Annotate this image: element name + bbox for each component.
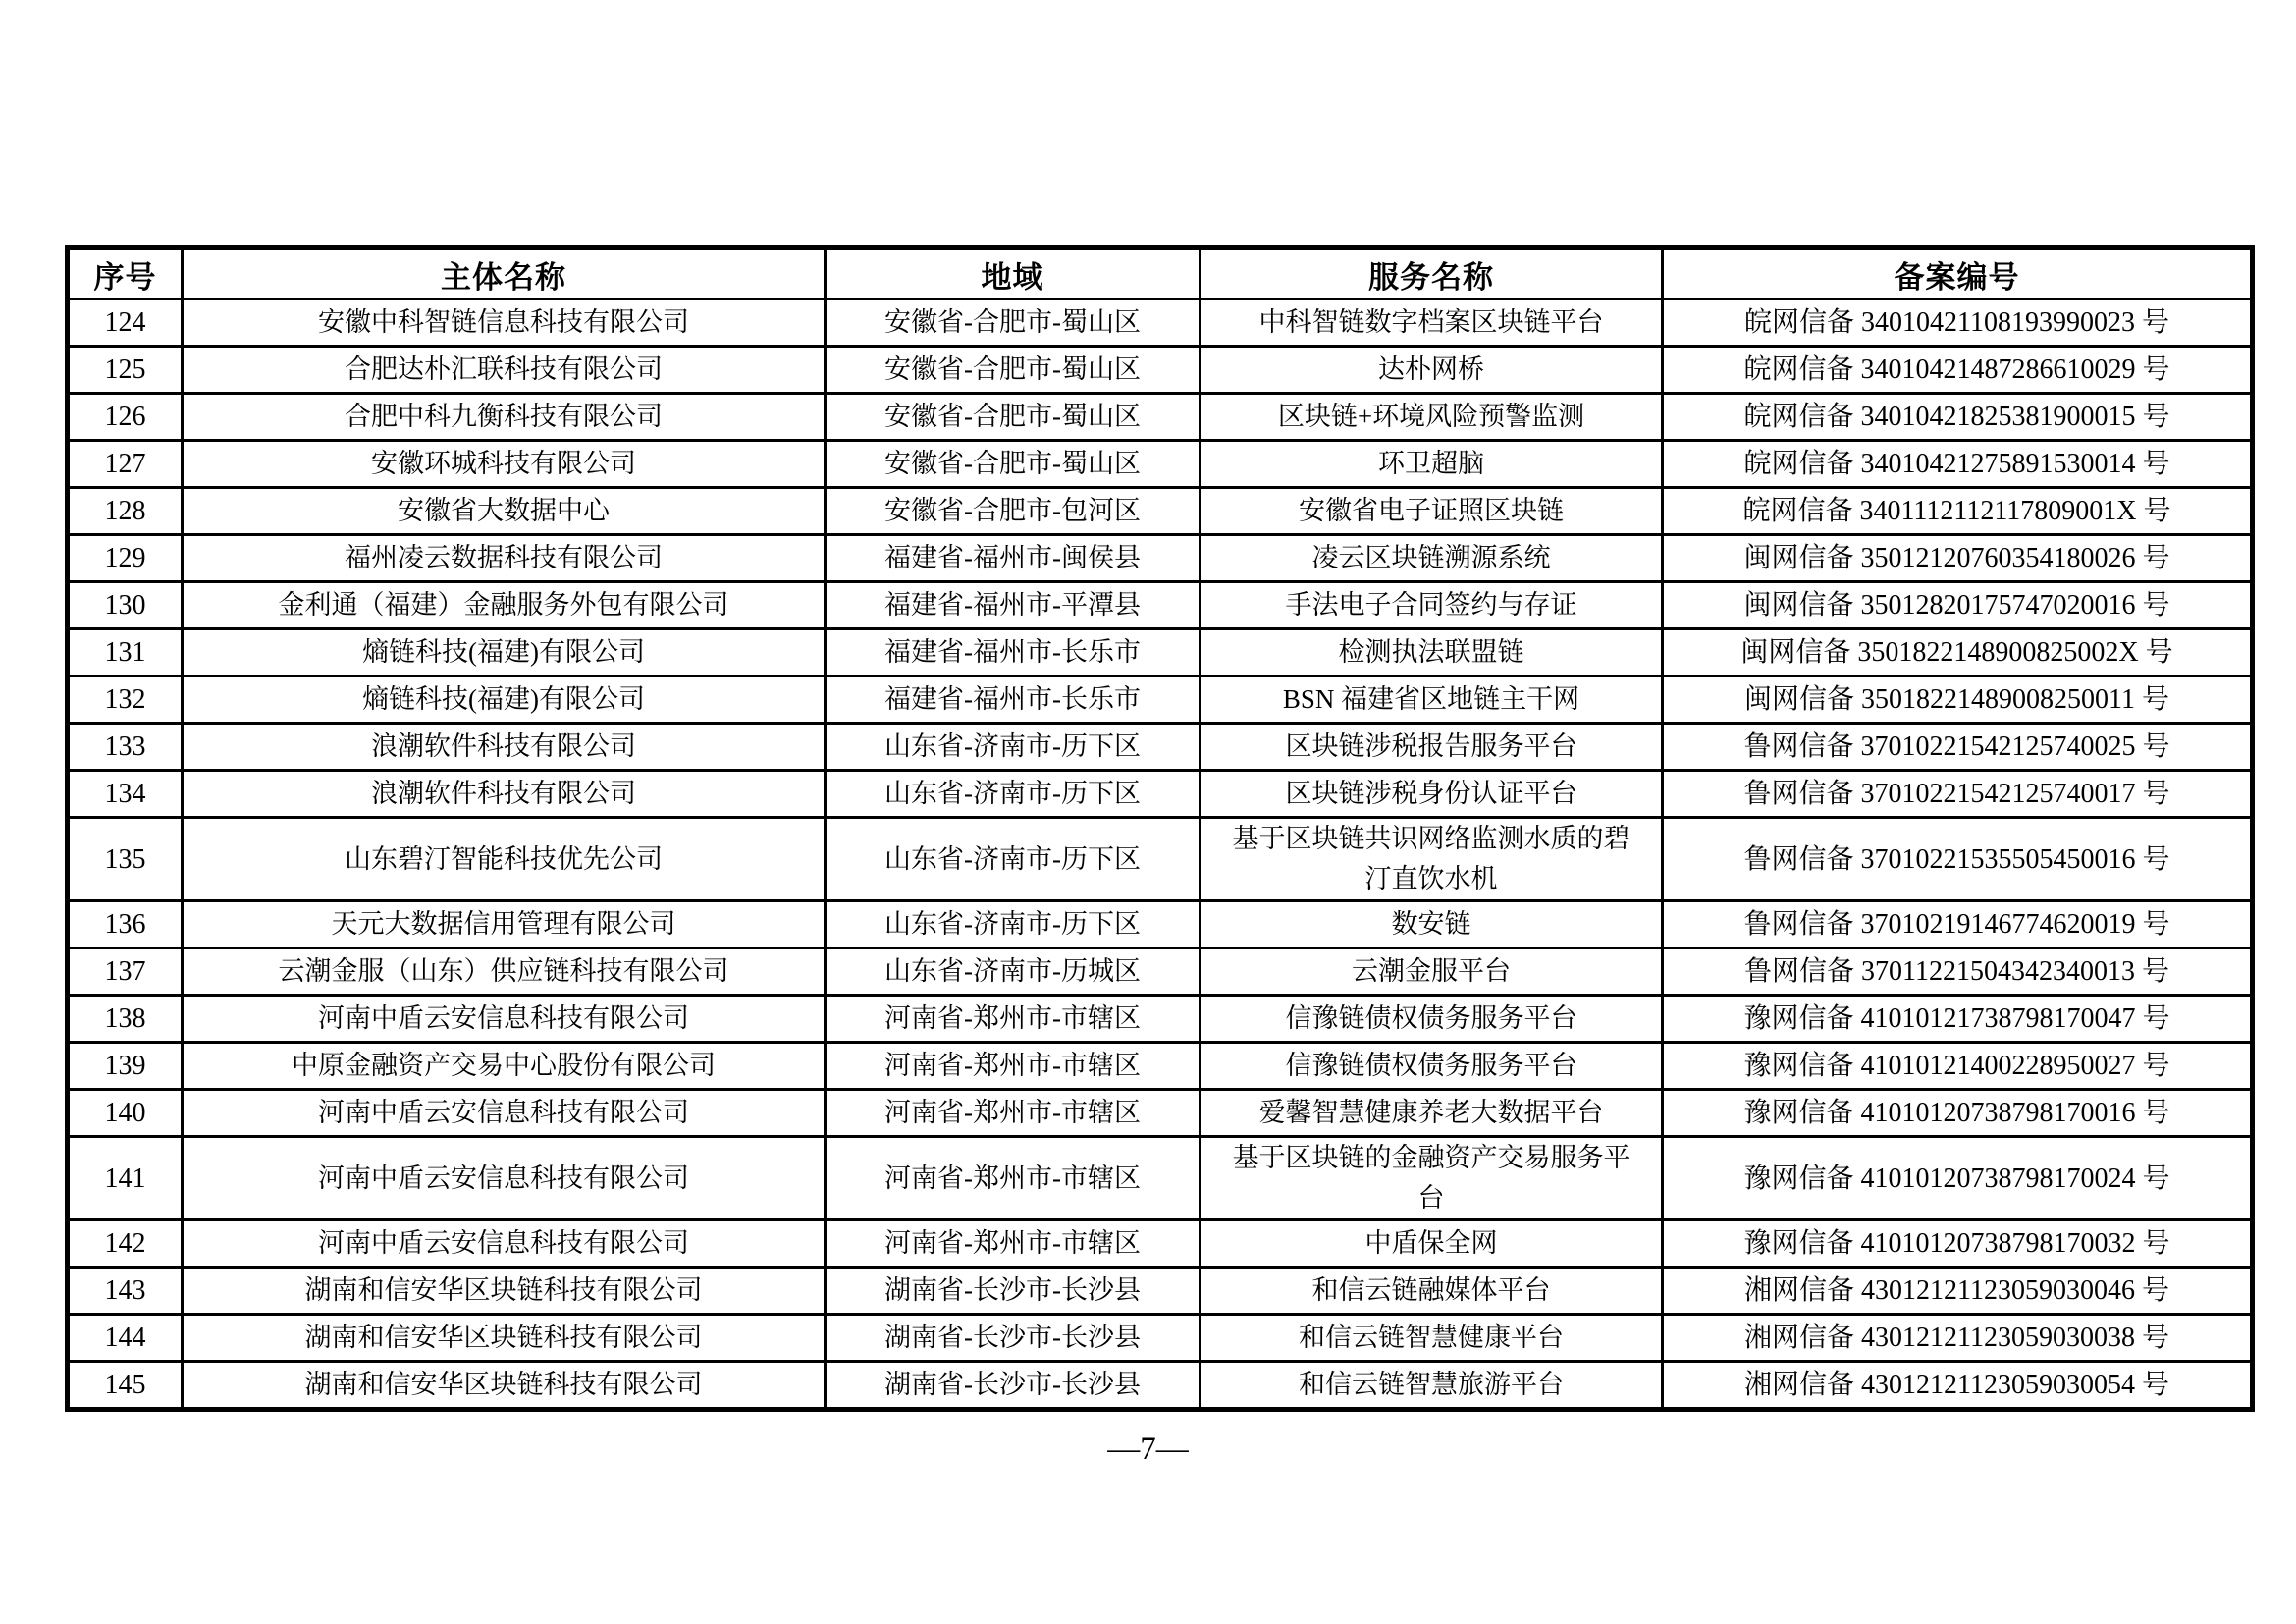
cell-name: 湖南和信安华区块链科技有限公司 bbox=[183, 1315, 826, 1362]
cell-region: 安徽省-合肥市-蜀山区 bbox=[826, 394, 1201, 441]
cell-no: 136 bbox=[68, 901, 183, 948]
page-number: —7— bbox=[1107, 1432, 1189, 1467]
cell-filing: 湘网信备 43012121123059030046 号 bbox=[1663, 1268, 2253, 1315]
cell-region: 河南省-郑州市-市辖区 bbox=[826, 996, 1201, 1043]
cell-no: 127 bbox=[68, 441, 183, 488]
cell-no: 138 bbox=[68, 996, 183, 1043]
cell-filing: 鲁网信备 37010221535505450016 号 bbox=[1663, 818, 2253, 901]
cell-no: 143 bbox=[68, 1268, 183, 1315]
cell-no: 124 bbox=[68, 299, 183, 347]
cell-region: 福建省-福州市-平潭县 bbox=[826, 582, 1201, 629]
cell-no: 132 bbox=[68, 677, 183, 724]
cell-no: 128 bbox=[68, 488, 183, 535]
cell-region: 安徽省-合肥市-包河区 bbox=[826, 488, 1201, 535]
table-row bbox=[68, 1220, 2253, 1268]
header-entity-name: 主体名称 bbox=[183, 248, 826, 299]
cell-no: 130 bbox=[68, 582, 183, 629]
cell-name: 熵链科技(福建)有限公司 bbox=[183, 629, 826, 677]
cell-region: 湖南省-长沙市-长沙县 bbox=[826, 1268, 1201, 1315]
cell-service: 数安链 bbox=[1201, 901, 1663, 948]
cell-no: 135 bbox=[68, 818, 183, 901]
cell-service: 区块链+环境风险预警监测 bbox=[1201, 394, 1663, 441]
table-row bbox=[68, 1315, 2253, 1362]
cell-name: 云潮金服（山东）供应链科技有限公司 bbox=[183, 948, 826, 996]
cell-service: 基于区块链共识网络监测水质的碧汀直饮水机 bbox=[1201, 818, 1663, 901]
cell-no: 144 bbox=[68, 1315, 183, 1362]
cell-name: 湖南和信安华区块链科技有限公司 bbox=[183, 1268, 826, 1315]
table-row bbox=[68, 1362, 2253, 1410]
cell-name: 中原金融资产交易中心股份有限公司 bbox=[183, 1043, 826, 1090]
cell-filing: 鲁网信备 37011221504342340013 号 bbox=[1663, 948, 2253, 996]
cell-filing: 闽网信备 35012120760354180026 号 bbox=[1663, 535, 2253, 582]
table-row bbox=[68, 347, 2253, 394]
cell-no: 137 bbox=[68, 948, 183, 996]
table-row bbox=[68, 1268, 2253, 1315]
blockchain-filing-table bbox=[65, 245, 2255, 1412]
table-row bbox=[68, 299, 2253, 347]
cell-service: 安徽省电子证照区块链 bbox=[1201, 488, 1663, 535]
cell-service: 信豫链债权债务服务平台 bbox=[1201, 1043, 1663, 1090]
cell-service: 信豫链债权债务服务平台 bbox=[1201, 996, 1663, 1043]
cell-no: 125 bbox=[68, 347, 183, 394]
cell-service: 区块链涉税身份认证平台 bbox=[1201, 771, 1663, 818]
cell-no: 129 bbox=[68, 535, 183, 582]
cell-region: 河南省-郑州市-市辖区 bbox=[826, 1090, 1201, 1137]
table-row bbox=[68, 1137, 2253, 1220]
table-row bbox=[68, 901, 2253, 948]
cell-name: 福州凌云数据科技有限公司 bbox=[183, 535, 826, 582]
table-row bbox=[68, 724, 2253, 771]
cell-name: 熵链科技(福建)有限公司 bbox=[183, 677, 826, 724]
header-region: 地域 bbox=[826, 248, 1201, 299]
cell-name: 山东碧汀智能科技优先公司 bbox=[183, 818, 826, 901]
cell-region: 山东省-济南市-历下区 bbox=[826, 724, 1201, 771]
cell-service: 中科智链数字档案区块链平台 bbox=[1201, 299, 1663, 347]
cell-region: 湖南省-长沙市-长沙县 bbox=[826, 1315, 1201, 1362]
table-row bbox=[68, 948, 2253, 996]
cell-region: 福建省-福州市-长乐市 bbox=[826, 677, 1201, 724]
cell-filing: 豫网信备 41010120738798170024 号 bbox=[1663, 1137, 2253, 1220]
cell-name: 浪潮软件科技有限公司 bbox=[183, 724, 826, 771]
cell-region: 山东省-济南市-历下区 bbox=[826, 771, 1201, 818]
table-row bbox=[68, 771, 2253, 818]
cell-service: 基于区块链的金融资产交易服务平台 bbox=[1201, 1137, 1663, 1220]
cell-filing: 闽网信备 3501822148900825002X 号 bbox=[1663, 629, 2253, 677]
table-row bbox=[68, 996, 2253, 1043]
cell-name: 天元大数据信用管理有限公司 bbox=[183, 901, 826, 948]
cell-region: 河南省-郑州市-市辖区 bbox=[826, 1137, 1201, 1220]
cell-region: 山东省-济南市-历城区 bbox=[826, 948, 1201, 996]
cell-name: 河南中盾云安信息科技有限公司 bbox=[183, 1220, 826, 1268]
cell-service: 和信云链智慧健康平台 bbox=[1201, 1315, 1663, 1362]
table-row bbox=[68, 441, 2253, 488]
cell-no: 141 bbox=[68, 1137, 183, 1220]
cell-region: 河南省-郑州市-市辖区 bbox=[826, 1043, 1201, 1090]
cell-filing: 闽网信备 35012820175747020016 号 bbox=[1663, 582, 2253, 629]
header-service-name: 服务名称 bbox=[1201, 248, 1663, 299]
cell-no: 145 bbox=[68, 1362, 183, 1410]
cell-service: 云潮金服平台 bbox=[1201, 948, 1663, 996]
cell-region: 安徽省-合肥市-蜀山区 bbox=[826, 299, 1201, 347]
cell-service: 爱馨智慧健康养老大数据平台 bbox=[1201, 1090, 1663, 1137]
cell-name: 安徽中科智链信息科技有限公司 bbox=[183, 299, 826, 347]
cell-name: 安徽省大数据中心 bbox=[183, 488, 826, 535]
cell-filing: 皖网信备 3401112112117809001X 号 bbox=[1663, 488, 2253, 535]
cell-region: 河南省-郑州市-市辖区 bbox=[826, 1220, 1201, 1268]
cell-filing: 鲁网信备 37010219146774620019 号 bbox=[1663, 901, 2253, 948]
cell-name: 金利通（福建）金融服务外包有限公司 bbox=[183, 582, 826, 629]
cell-filing: 皖网信备 34010421275891530014 号 bbox=[1663, 441, 2253, 488]
cell-filing: 皖网信备 34010421108193990023 号 bbox=[1663, 299, 2253, 347]
cell-no: 126 bbox=[68, 394, 183, 441]
header-filing-number: 备案编号 bbox=[1663, 248, 2253, 299]
cell-name: 合肥达朴汇联科技有限公司 bbox=[183, 347, 826, 394]
cell-service: 环卫超脑 bbox=[1201, 441, 1663, 488]
cell-service: 和信云链融媒体平台 bbox=[1201, 1268, 1663, 1315]
table-row bbox=[68, 1090, 2253, 1137]
cell-no: 134 bbox=[68, 771, 183, 818]
cell-no: 133 bbox=[68, 724, 183, 771]
cell-name: 安徽环城科技有限公司 bbox=[183, 441, 826, 488]
cell-service: 区块链涉税报告服务平台 bbox=[1201, 724, 1663, 771]
cell-name: 合肥中科九衡科技有限公司 bbox=[183, 394, 826, 441]
cell-name: 河南中盾云安信息科技有限公司 bbox=[183, 1137, 826, 1220]
table-header-row bbox=[68, 248, 2253, 299]
cell-filing: 闽网信备 35018221489008250011 号 bbox=[1663, 677, 2253, 724]
cell-filing: 豫网信备 41010121400228950027 号 bbox=[1663, 1043, 2253, 1090]
cell-region: 安徽省-合肥市-蜀山区 bbox=[826, 441, 1201, 488]
cell-no: 140 bbox=[68, 1090, 183, 1137]
cell-region: 山东省-济南市-历下区 bbox=[826, 901, 1201, 948]
table-row bbox=[68, 488, 2253, 535]
cell-service: 和信云链智慧旅游平台 bbox=[1201, 1362, 1663, 1410]
cell-region: 福建省-福州市-闽侯县 bbox=[826, 535, 1201, 582]
cell-service: 手法电子合同签约与存证 bbox=[1201, 582, 1663, 629]
cell-no: 131 bbox=[68, 629, 183, 677]
header-serial-number: 序号 bbox=[68, 248, 183, 299]
cell-filing: 鲁网信备 37010221542125740017 号 bbox=[1663, 771, 2253, 818]
table-row bbox=[68, 818, 2253, 901]
table-row bbox=[68, 582, 2253, 629]
cell-service: 中盾保全网 bbox=[1201, 1220, 1663, 1268]
table-row bbox=[68, 394, 2253, 441]
cell-service: 达朴网桥 bbox=[1201, 347, 1663, 394]
cell-service: BSN 福建省区地链主干网 bbox=[1201, 677, 1663, 724]
cell-no: 142 bbox=[68, 1220, 183, 1268]
table-row bbox=[68, 629, 2253, 677]
cell-region: 湖南省-长沙市-长沙县 bbox=[826, 1362, 1201, 1410]
cell-filing: 湘网信备 43012121123059030038 号 bbox=[1663, 1315, 2253, 1362]
cell-name: 湖南和信安华区块链科技有限公司 bbox=[183, 1362, 826, 1410]
cell-name: 浪潮软件科技有限公司 bbox=[183, 771, 826, 818]
cell-filing: 鲁网信备 37010221542125740025 号 bbox=[1663, 724, 2253, 771]
cell-service: 凌云区块链溯源系统 bbox=[1201, 535, 1663, 582]
cell-filing: 豫网信备 41010121738798170047 号 bbox=[1663, 996, 2253, 1043]
cell-region: 福建省-福州市-长乐市 bbox=[826, 629, 1201, 677]
cell-no: 139 bbox=[68, 1043, 183, 1090]
cell-filing: 皖网信备 34010421487286610029 号 bbox=[1663, 347, 2253, 394]
cell-region: 安徽省-合肥市-蜀山区 bbox=[826, 347, 1201, 394]
cell-filing: 湘网信备 43012121123059030054 号 bbox=[1663, 1362, 2253, 1410]
cell-name: 河南中盾云安信息科技有限公司 bbox=[183, 996, 826, 1043]
table-row bbox=[68, 535, 2253, 582]
filing-table-body bbox=[68, 299, 2253, 1410]
cell-filing: 皖网信备 34010421825381900015 号 bbox=[1663, 394, 2253, 441]
cell-name: 河南中盾云安信息科技有限公司 bbox=[183, 1090, 826, 1137]
table-row bbox=[68, 677, 2253, 724]
cell-filing: 豫网信备 41010120738798170032 号 bbox=[1663, 1220, 2253, 1268]
cell-filing: 豫网信备 41010120738798170016 号 bbox=[1663, 1090, 2253, 1137]
table-row bbox=[68, 1043, 2253, 1090]
cell-service: 检测执法联盟链 bbox=[1201, 629, 1663, 677]
cell-region: 山东省-济南市-历下区 bbox=[826, 818, 1201, 901]
